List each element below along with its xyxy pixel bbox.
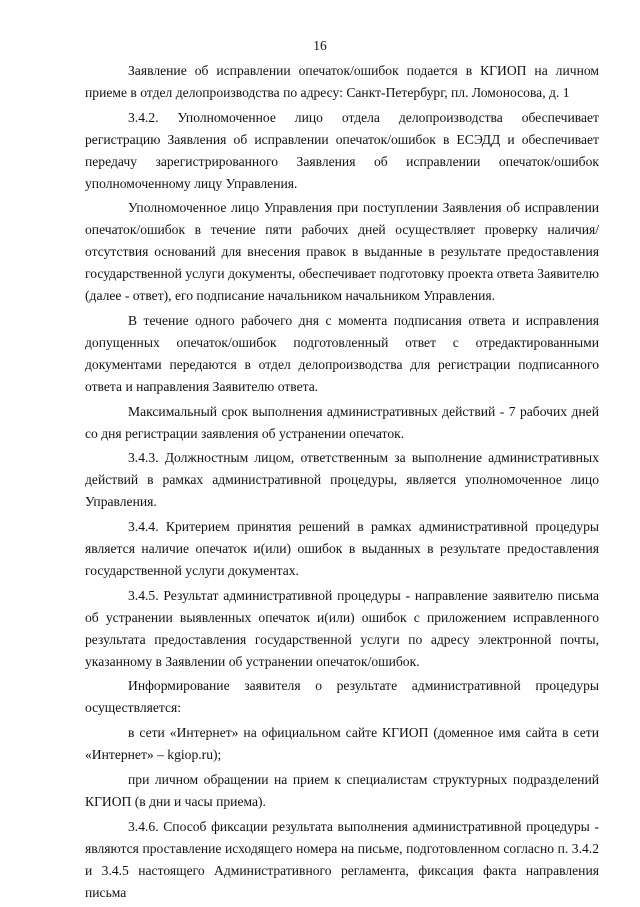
page-number: 16	[313, 38, 327, 53]
paragraph: при личном обращении на прием к специалистам структурных подразделений КГИОП (в дни и часы приема).	[85, 772, 599, 809]
paragraph: 3.4.2. Уполномоченное лицо отдела делопроизводства обеспечивает регистрацию Заявления об исправлении опечаток/ошибок в ЕСЭДД и обеспечивает передачу зарегистрированного Заявления об исправлении опечаток/ошибок уполномоченному лицу Управления.	[85, 109, 599, 191]
paragraph: Заявление об исправлении опечаток/ошибок подается в КГИОП на личном приеме в отдел делопроизводства по адресу: Санкт-Петербург, пл. Ломоносова, д. 1	[85, 63, 599, 100]
paragraph: Уполномоченное лицо Управления при поступлении Заявления об исправлении опечаток/ошибок в течение пяти рабочих дней осуществляет проверку наличия/отсутствия оснований для внесения правок в выданные в результате предоставления государственной услуги документы, обеспечивает подготовку проекта ответа Заявителю (далее - ответ), его подписание начальником начальником Управления.	[85, 200, 599, 304]
paragraph: 3.4.5. Результат административной процедуры - направление заявителю письма об устранении выявленных опечаток и(или) ошибок с приложением исправленного результата предоставления государственной услуги по адресу электронной почты, указанному в Заявлении об устранении опечаток/ошибок.	[85, 587, 599, 669]
paragraph: в сети «Интернет» на официальном сайте КГИОП (доменное имя сайта в сети «Интернет» – kgiop.ru);	[85, 725, 599, 763]
paragraph: 3.4.3. Должностным лицом, ответственным за выполнение административных действий в рамках административной процедуры, является уполномоченное лицо Управления.	[85, 450, 599, 510]
paragraph: В течение одного рабочего дня с момента подписания ответа и исправления допущенных опечаток/ошибок подготовленный ответ с отредактированными документами передаются в отдел делопроизводства для регистрации подписанного ответа и направления Заявителю ответа.	[85, 312, 599, 394]
paragraph: 3.4.6. Способ фиксации результата выполнения административной процедуры - являются проставление исходящего номера на письме, подготовленном согласно п. 3.4.2 и 3.4.5 настоящего Административного регламента, фиксация факта направления письма	[85, 818, 599, 900]
paragraph: 3.4.4. Критерием принятия решений в рамках административной процедуры является наличие опечаток и(или) ошибок в выданных в результате предоставления государственной услуги документах.	[85, 519, 599, 578]
document-body	[85, 60, 599, 907]
paragraph: Максимальный срок выполнения административных действий - 7 рабочих дней со дня регистрации заявления об устранении опечаток.	[85, 403, 599, 441]
paragraph: Информирование заявителя о результате административной процедуры осуществляется:	[85, 678, 599, 716]
